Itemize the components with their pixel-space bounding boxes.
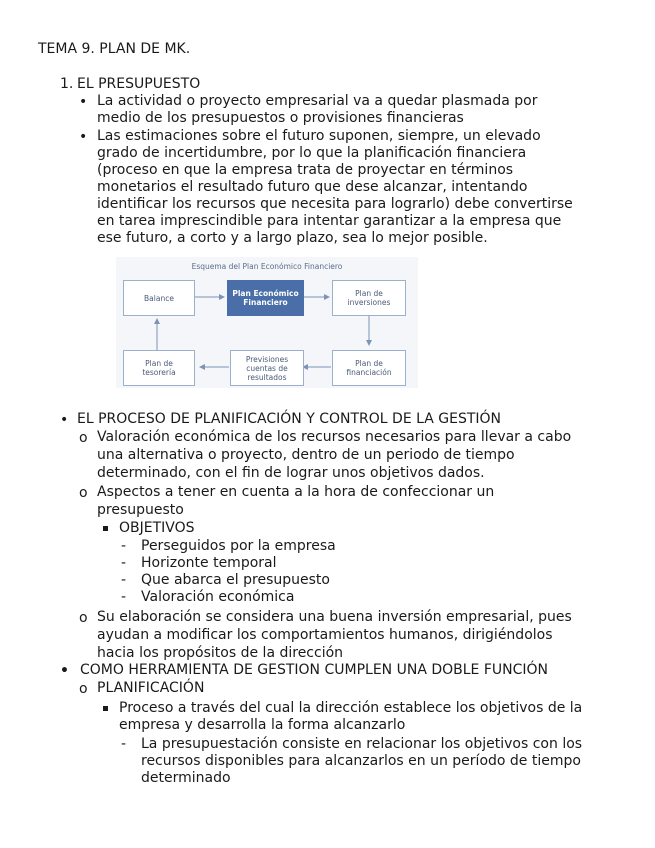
diagram-box-plan-financiacion-label: Plan de	[355, 359, 383, 368]
objetivo-item: Que abarca el presupuesto	[141, 572, 330, 588]
circle-bullet-icon: o	[79, 430, 88, 446]
square-bullet-icon	[103, 706, 108, 711]
section1-bullet2-line: Las estimaciones sobre el futuro suponen, siempre, un elevado	[97, 128, 541, 144]
section3-item-line: empresa y desarrolla la forma alcanzarlo	[119, 717, 406, 733]
section1-bullet2-line: grado de incertidumbre, por lo que la planificación financiera	[97, 145, 527, 161]
diagram-box-plan-economico-label: Plan Económico	[232, 289, 299, 298]
diagram-box-previsiones-label: Previsiones	[245, 354, 289, 364]
section2-sub2-line: Aspectos a tener en cuenta a la hora de confeccionar un	[97, 484, 495, 500]
bullet-icon: •	[60, 412, 69, 428]
section1-heading: EL PRESUPUESTO	[77, 76, 201, 92]
circle-bullet-icon: o	[79, 485, 88, 501]
diagram-box-previsiones	[230, 350, 304, 386]
dash-bullet-icon: -	[121, 538, 127, 554]
diagram-box-plan-financiacion	[332, 350, 406, 386]
section3-dash-line: recursos disponibles para alcanzarlos en un período de tiempo	[141, 753, 581, 769]
diagram-box-plan-inversiones-label: Plan de	[355, 289, 383, 298]
section1-bullet2-line: en tarea imprescindible para intentar garantizar a la empresa que	[97, 213, 562, 229]
diagram-box-plan-economico	[227, 280, 304, 316]
section3-dash-line: La presupuestación consiste en relacionar los objetivos con los	[141, 736, 583, 752]
section2-sub1-line: determinado, con el fin de lograr unos objetivos dados.	[97, 465, 485, 481]
dash-bullet-icon: -	[121, 555, 127, 571]
section2-sub3-line: hacia los propósitos de la dirección	[97, 645, 344, 661]
diagram-box-balance-label: Balance	[144, 293, 174, 303]
section1-bullet2-line: identificar los recursos que necesita para lograrlo) debe convertirse	[97, 196, 573, 212]
objetivo-item: Valoración económica	[141, 589, 295, 605]
plan-economico-diagram	[116, 257, 418, 388]
section2-sub3-line: ayudan a modificar los comportamientos humanos, dirigiéndolos	[97, 627, 553, 643]
section3-heading: COMO HERRAMIENTA DE GESTION CUMPLEN UNA DOBLE FUNCIÓN	[80, 662, 549, 678]
planificacion-label: PLANIFICACIÓN	[97, 680, 205, 696]
page-title: TEMA 9. PLAN DE MK.	[38, 41, 191, 57]
diagram-box-plan-tesoreria	[123, 350, 195, 386]
section3-item-line: Proceso a través del cual la dirección establece los objetivos de la	[119, 700, 583, 716]
circle-bullet-icon: o	[79, 610, 88, 626]
section1-bullet2-line: monetarios el resultado futuro que dese alcanzar, intentando	[97, 179, 528, 195]
section1-bullet1-line: La actividad o proyecto empresarial va a quedar plasmada por	[97, 93, 538, 109]
circle-bullet-icon: o	[79, 681, 88, 697]
dash-bullet-icon: -	[121, 589, 127, 605]
dash-bullet-icon: -	[121, 736, 127, 752]
section3-dash-line: determinado	[141, 770, 231, 786]
section1-bullet2-line: (proceso en que la empresa trata de proyectar en términos	[97, 162, 514, 178]
diagram-box-previsiones-label: cuentas de	[246, 363, 288, 373]
objetivo-item: Perseguidos por la empresa	[141, 538, 336, 554]
section1-bullet1-line: medio de los presupuestos o provisiones financieras	[97, 110, 464, 126]
section1-number: 1.	[60, 76, 74, 92]
bullet-icon: •	[60, 663, 69, 679]
diagram-box-previsiones-label: resultados	[247, 372, 287, 382]
objetivo-item: Horizonte temporal	[141, 555, 277, 571]
diagram-box-plan-economico-label: Financiero	[243, 298, 288, 307]
section2-sub1-line: una alternativa o proyecto, dentro de un periodo de tiempo	[97, 447, 515, 463]
diagram-box-balance	[123, 280, 195, 316]
bullet-icon: •	[79, 129, 88, 145]
square-bullet-icon	[103, 526, 108, 531]
diagram-title: Esquema del Plan Económico Financiero	[191, 262, 343, 271]
bullet-icon: •	[79, 94, 88, 110]
section2-sub3-line: Su elaboración se considera una buena inversión empresarial, pues	[97, 609, 572, 625]
section1-bullet2-line: ese futuro, a corto y a largo plazo, sea lo mejor posible.	[97, 230, 488, 246]
diagram-box-plan-financiacion-label: financiación	[346, 368, 392, 377]
section2-heading: EL PROCESO DE PLANIFICACIÓN Y CONTROL DE LA GESTIÓN	[77, 411, 502, 427]
dash-bullet-icon: -	[121, 572, 127, 588]
section2-sub1-line: Valoración económica de los recursos necesarios para llevar a cabo	[97, 429, 572, 445]
objetivos-label: OBJETIVOS	[119, 520, 195, 536]
diagram-box-plan-inversiones-label: inversiones	[347, 298, 391, 307]
diagram-box-plan-tesoreria-label: Plan de	[145, 359, 173, 368]
diagram-box-plan-tesoreria-label: tesorería	[142, 368, 176, 377]
section2-sub2-line: presupuesto	[97, 502, 184, 518]
diagram-box-plan-inversiones	[332, 280, 406, 316]
